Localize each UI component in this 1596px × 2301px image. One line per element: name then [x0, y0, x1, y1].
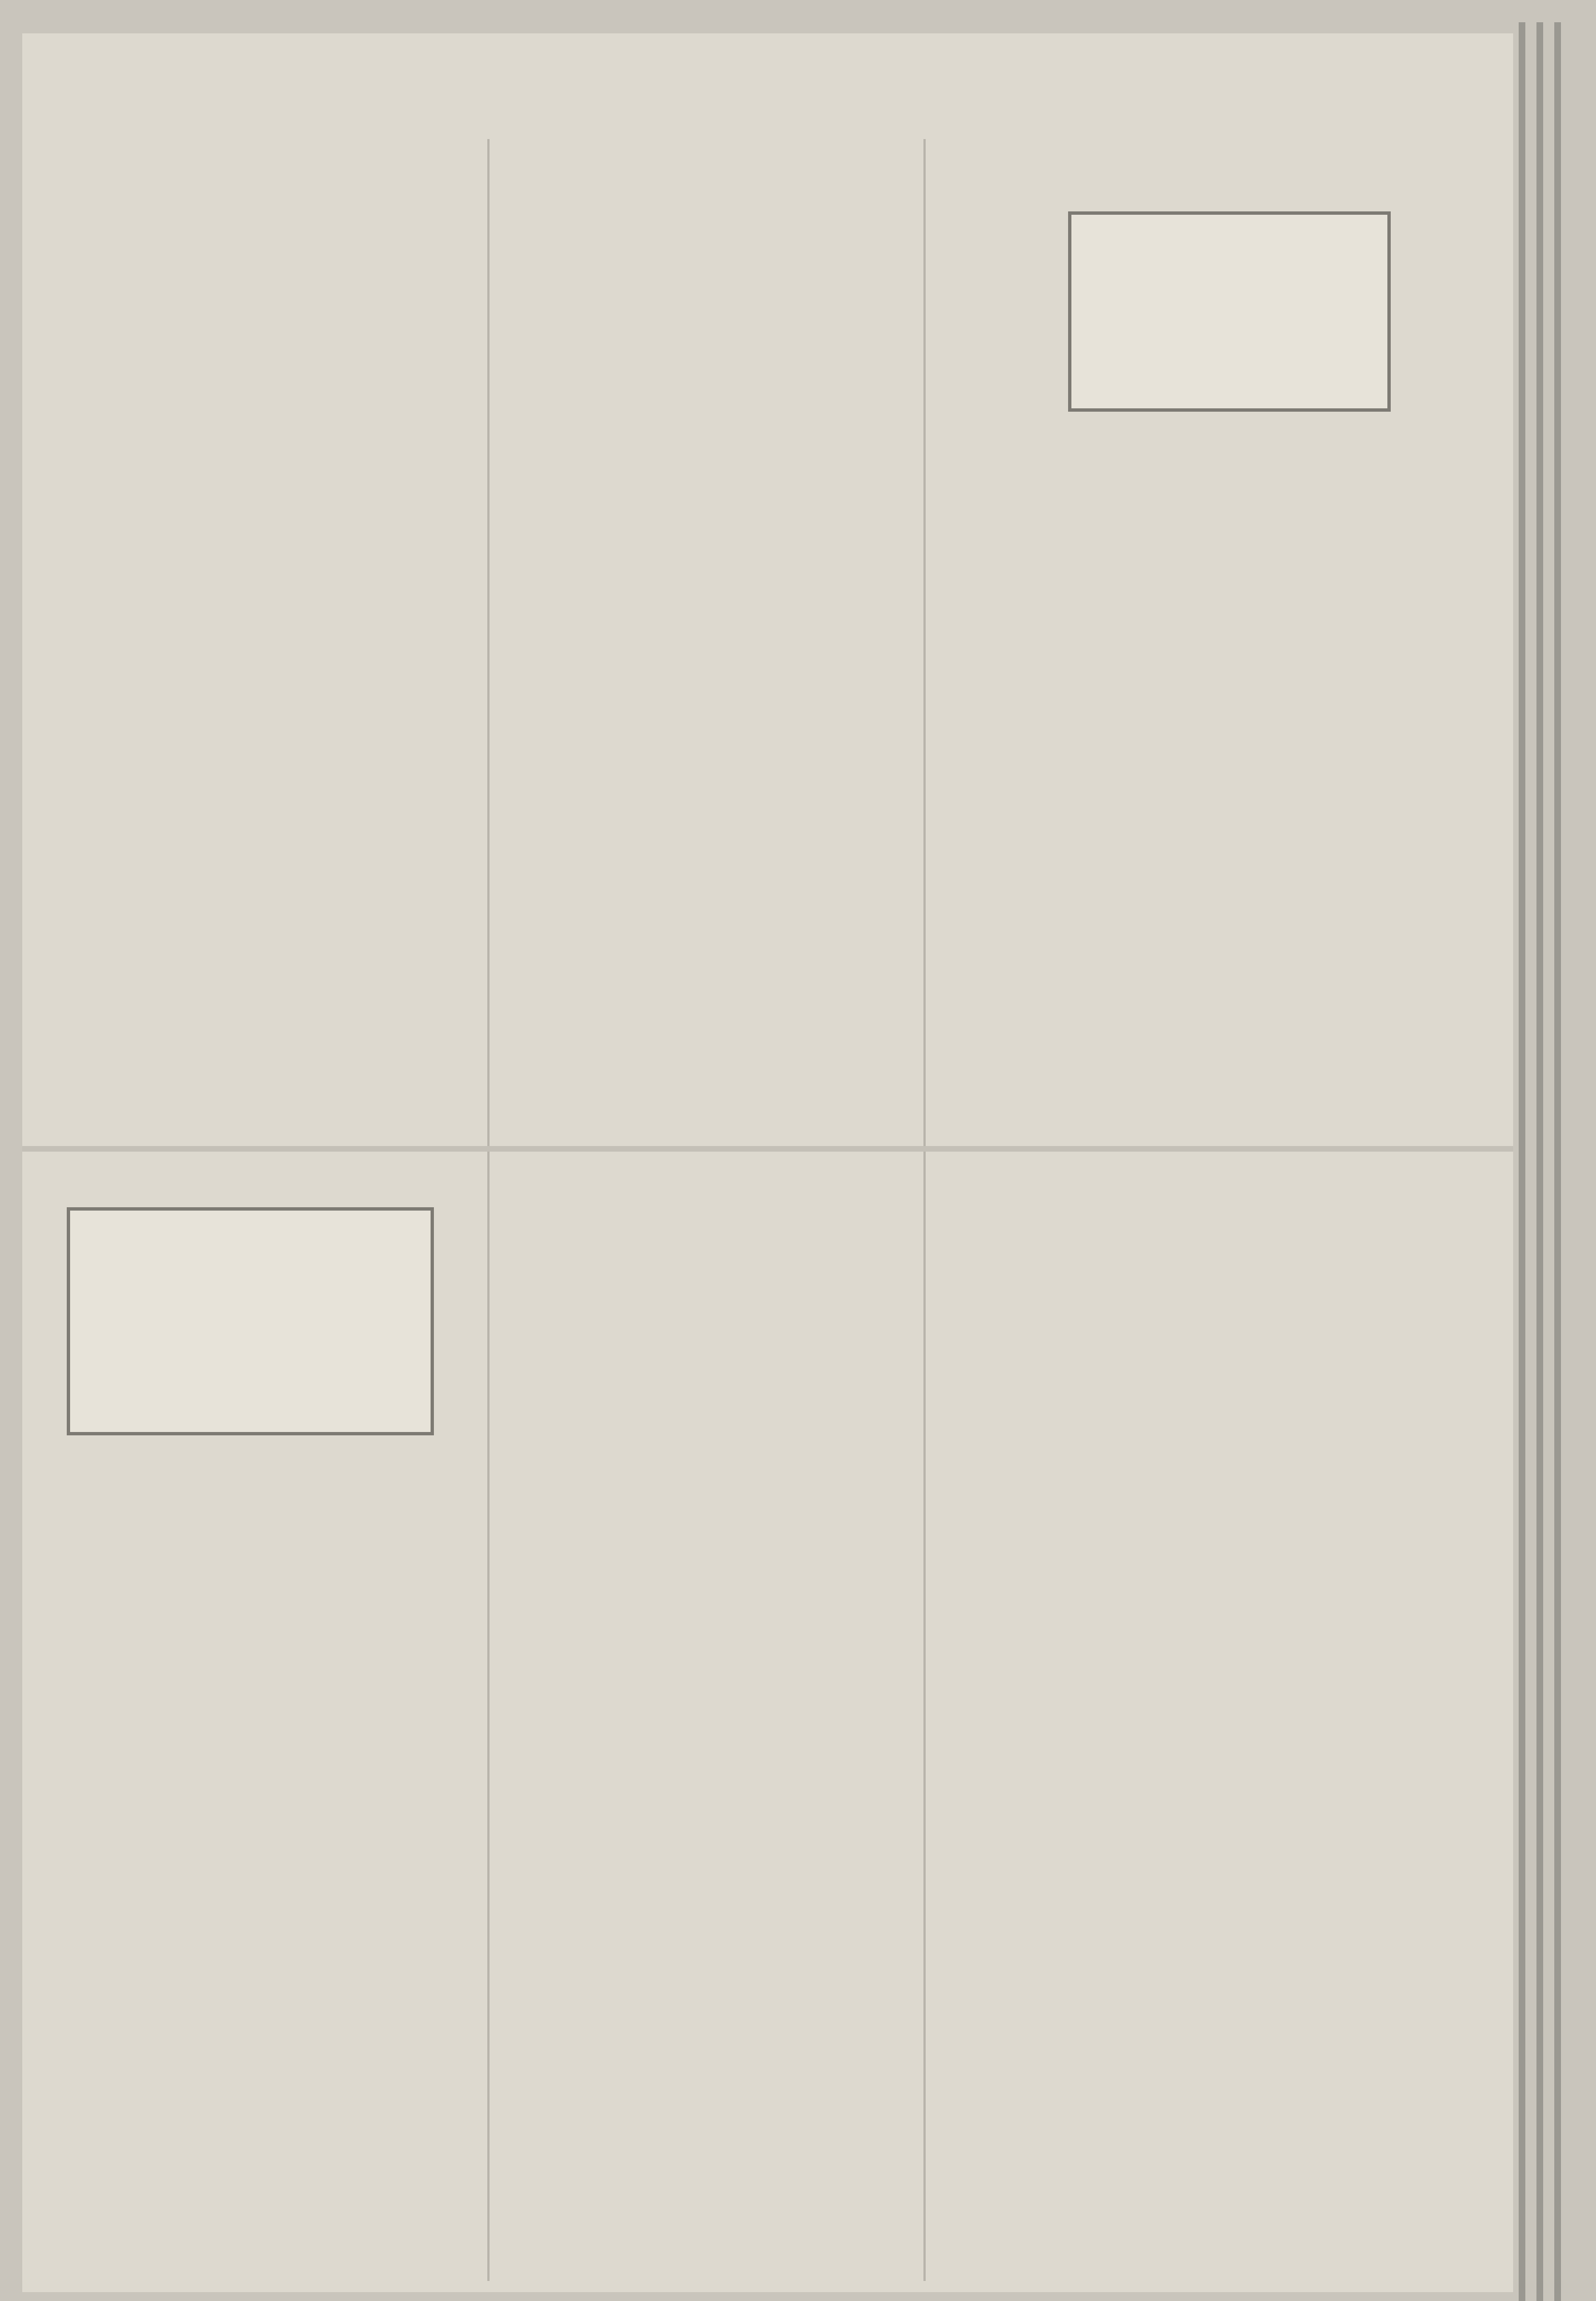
- page-edge: [1536, 22, 1543, 2301]
- column-gutter: [487, 139, 490, 2281]
- illustration: [1068, 211, 1391, 412]
- page-edge: [1519, 22, 1525, 2301]
- page-edge: [1554, 22, 1561, 2301]
- column-gutter: [923, 139, 926, 2281]
- page-fold: [22, 1146, 1513, 1152]
- illustration: [67, 1207, 434, 1435]
